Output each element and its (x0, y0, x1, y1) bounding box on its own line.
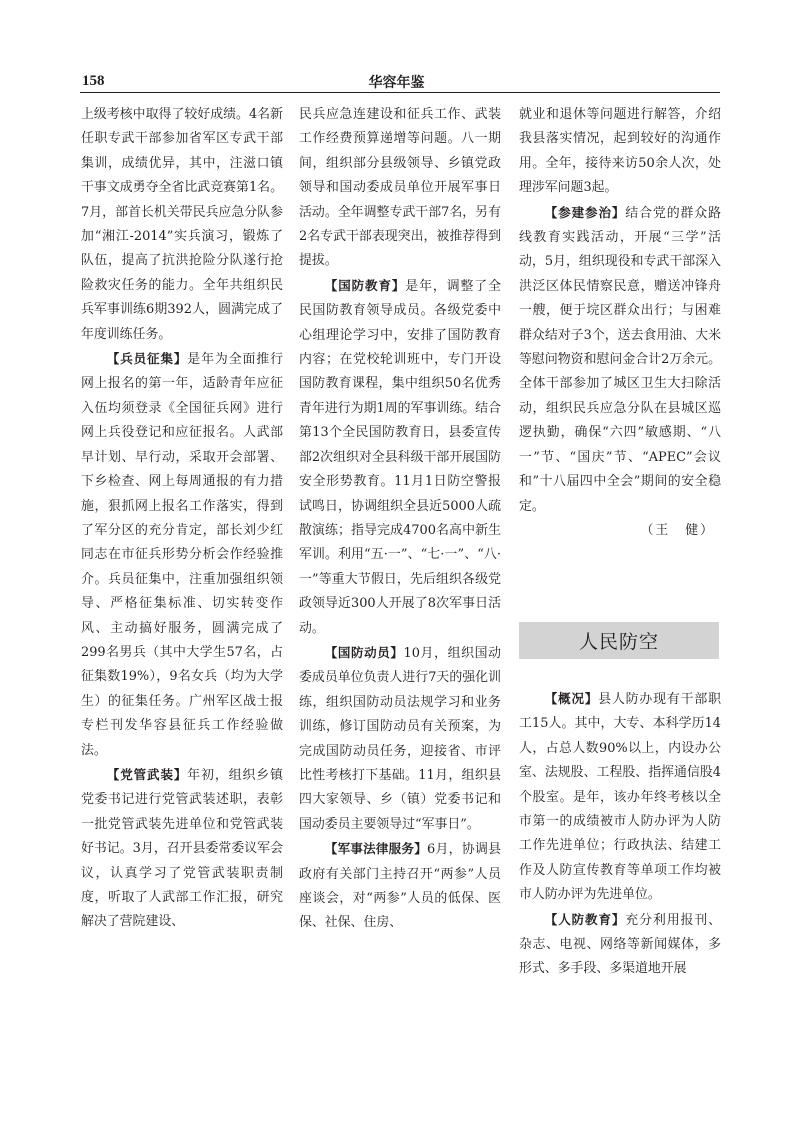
paragraph-legal-service (299, 837, 501, 936)
page-number: 158 (82, 73, 105, 89)
paragraph-party-armed-text: 年初，组织乡镇党委书记进行党管武装述职，表彰一批党管武装先进单位和党管武装好书记。3月，召开县委常委议军会议，认真学习了党管武装职责制度，听取了人武部工作汇报，研究解决了营院建设、 (81, 767, 283, 930)
paragraph-civic-participation-text: 结合党的群众路线教育实践活动，开展“三学”活动，5月，组织现役和专武干部深入洪泛区体民情察民意，赠送冲锋舟一艘，便于垸区群众出行；与困难群众结对子3个，送去食用油、大米等慰问物资和慰问金合计2万余元。全体干部参加了城区卫生大扫除活动，组织民兵应急分队在县城区巡逻执勤，确保“六四”敏感期、“八一”节、“国庆”节、“APEC”会议和”十八届四中全会”期间的安全稳定。 (519, 205, 721, 514)
paragraph-civic-participation (519, 201, 721, 519)
paragraph-air-defense-education-text: 充分利用报刊、杂志、电视、网络等新闻媒体，多形式、多手段、多渠道地开展 (519, 912, 721, 977)
paragraph-recruitment-text: 是年为全面推行网上报名的第一年，适龄青年应征入伍均须登录《全国征兵网》进行网上兵役登记和应征报名。人武部早计划、早行动，采取开会部署、下乡检查、网上每周通报的有力措施，狠抓网上报名工作落实，得到了军分区的充分肯定，部长刘少红同志在市征兵形势分析会作经验推介。兵员征集中，注重加强组织领导、严格征集标准、切实转变作风、主动搞好服务，圆满完成了299名男兵（其中大学生57名，占征集数19%），9名女兵（均为大学生）的征集任务。广州军区战士报专栏刊发华容县征兵工作经验做法。 (81, 352, 283, 758)
section-tag-mobilization: 【国防动员】 (324, 644, 404, 660)
left-column (81, 103, 283, 935)
paragraph-militia-continued: 民兵应急连建设和征兵工作、武装工作经费预算递增等问题。八一期间，组织部分县级领导、乡镇党政领导和国动委成员单位开展军事日活动。全年调整专武干部7名，另有2名专武干部表现突出，被推荐得到提拔。 (299, 107, 501, 269)
author-credit: （王 健） (640, 522, 715, 538)
paragraph-mobilization (299, 641, 501, 837)
paragraph-defense-education (299, 274, 501, 641)
section-tag-legal-service: 【军事法律服务】 (324, 841, 427, 857)
right-column-upper (519, 103, 721, 543)
middle-column (299, 103, 501, 936)
paragraph-recruitment (81, 347, 283, 763)
paragraph-party-armed (81, 763, 283, 935)
paragraph-defense-education-text: 是年，调整了全民国防教育领导成员。各级党委中心组理论学习中，安排了国防教育内容；在党校轮训班中，专门开设国防教育课程，集中组织50名优秀青年进行为期1周的军事训练。结合第13个全民国防教育日，县委宣传部2次组织对全县科级干部开展国防安全形势教育。11月1日防空警报试鸣日，协调组织全县近5000人疏散演练；指导完成4700名高中新生军训。利用“五·一”、“七·一”、“八·一”等重大节假日，先后组织各级党政领导近300人开展了8次军事日活动。 (299, 278, 501, 636)
section-heading-civil-air-defense: 人民防空 (519, 622, 719, 659)
paragraph-training: 上级考核中取得了较好成绩。4名新任职专武干部参加省军区专武干部集训，成绩优异，其中，注滋口镇干事文成勇夺全省比武竞赛第1名。7月，部首长机关带民兵应急分队参加“湘江-2014”实兵演习，锻炼了队伍，提高了抗洪抢险分队遂行抢险救灾任务的能力。全年共组织民兵军事训练6期392人，圆满完成了年度训练任务。 (81, 107, 283, 342)
right-column-lower (519, 687, 721, 982)
section-tag-recruitment: 【兵员征集】 (106, 351, 188, 367)
paragraph-legal-service-text: 6月，协调县政府有关部门主持召开“两参”人员座谈会，对“两参”人员的低保、医保、社保、住房、 (299, 842, 501, 931)
section-tag-civic-participation: 【参建参治】 (544, 204, 626, 220)
paragraph-legal-continued: 就业和退休等问题进行解答，介绍我县落实情况，起到较好的沟通作用。全年，接待来访50余人次，处理涉军问题3起。 (519, 107, 721, 196)
paragraph-overview-text: 县人防办现有干部职工15人。其中，大专、本科学历14人，占总人数90%以上，内设办公室、法规股、工程股、指挥通信股4个股室。是年，该办年终考核以全市第一的成绩被市人防办评为人防工作先进单位；行政执法、结建工作及人防宣传教育等单项工作均被市人防办评为先进单位。 (519, 692, 721, 903)
section-tag-air-defense-education: 【人防教育】 (544, 911, 626, 927)
paragraph-air-defense-education (519, 908, 721, 982)
paragraph-mobilization-text: 10月，组织国动委成员单位负责人进行7天的强化训练，组织国防动员法规学习和业务训练，修订国防动员有关预案，为完成国防动员任务，迎接省、市评比性考核打下基础。11月，组织县四大家领导、乡（镇）党委书记和国动委员主要领导过“军事日”。 (299, 645, 501, 832)
section-tag-party-armed: 【党管武装】 (106, 766, 188, 782)
running-title: 华容年鉴 (368, 75, 425, 91)
header-rule (80, 92, 720, 93)
paragraph-overview (519, 687, 721, 908)
section-tag-defense-education: 【国防教育】 (324, 277, 406, 293)
section-tag-overview: 【概况】 (544, 691, 599, 706)
